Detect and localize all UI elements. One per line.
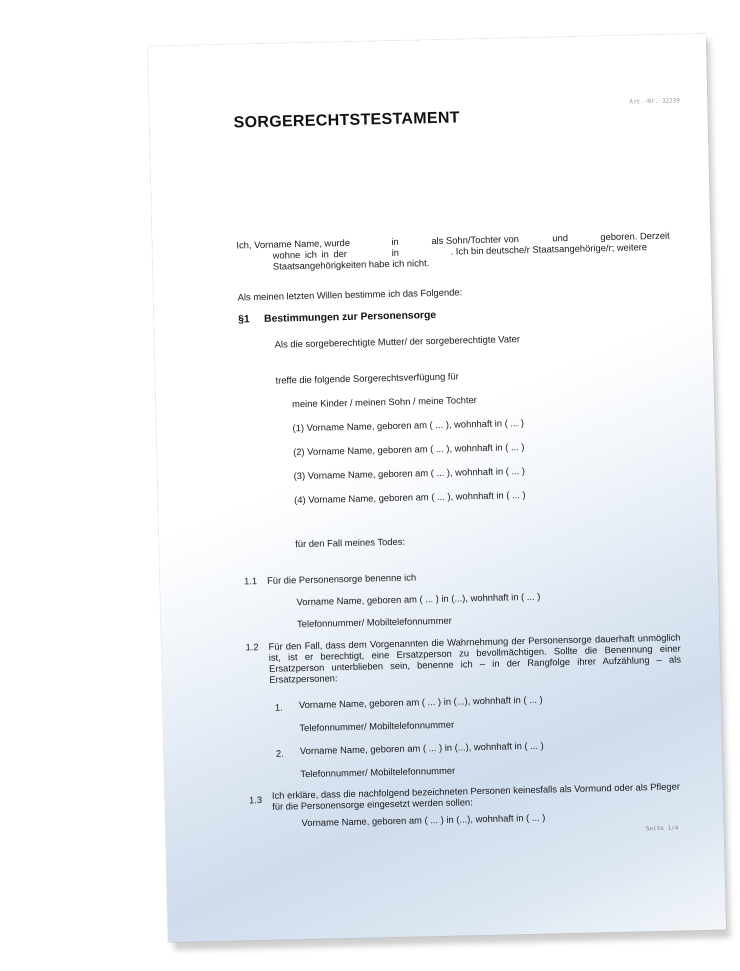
clause-1-1	[244, 571, 416, 586]
decree-line: treffe die folgende Sorgerechtsverfügung für	[275, 370, 459, 386]
clause-text: Für die Personensorge benenne ich	[266, 571, 417, 586]
intro-text: und	[552, 231, 569, 244]
person-entry: Vorname Name, geboren am ( ... ) in (...), wohnhaft in ( ... )	[296, 590, 541, 608]
article-number: Art.-Nr. 32239	[629, 97, 680, 106]
clause-number: 1.3	[248, 794, 263, 806]
children-line: meine Kinder / meinen Sohn / meine Tochter	[291, 394, 477, 410]
intro-text: als Sohn/Tochter von	[431, 233, 520, 247]
intro-text: Staatsangehörigkeiten habe ich nicht.	[272, 257, 430, 272]
intro-text: in	[391, 246, 400, 258]
clause-1-3-text	[272, 780, 684, 811]
phone-entry: Telefonnummer/ Mobiltelefonnummer	[296, 614, 452, 630]
page-number: Seite 1/4	[645, 824, 679, 833]
child-entry: (4) Vorname Name, geboren am ( ... ), wohnhaft in ( ... )	[294, 488, 526, 506]
person-entry: Vorname Name, geboren am ( ... ) in (...), wohnhaft in ( ... )	[301, 811, 546, 829]
parent-line: Als die sorgeberechtigte Mutter/ der sorgeberechtigte Vater	[274, 333, 521, 350]
clause-text: Ich erkläre, dass die nachfolgend bezeichneten Personen keinesfalls als Vormund oder als Pfleger für die Personensorge eingesetzt werden sollen:	[271, 780, 681, 812]
clause-number: 1.1	[243, 575, 258, 587]
person-entry: Vorname Name, geboren am ( ... ) in (...), wohnhaft in ( ... )	[298, 693, 543, 711]
document-page	[148, 34, 726, 942]
list-marker: 2.	[275, 747, 284, 759]
will-statement: Als meinen letzten Willen bestimme ich das Folgende:	[237, 286, 463, 303]
clause-text: Für den Fall, dass dem Vorgenannten die Wahrnehmung der Personensorge dauerhaft unmöglich ist, ist er berechtigt, eine Ersatzperson zu bevollmächtigen. Sollte die Benennung einer Ersatzperson unterblieben sein, benenne ich – in der Rangfolge ihrer Aufzählung – als Ersatzpersonen:	[268, 631, 682, 685]
section-number: §1	[238, 314, 250, 326]
person-entry: Vorname Name, geboren am ( ... ) in (...), wohnhaft in ( ... )	[299, 739, 544, 757]
list-marker: 1.	[274, 701, 283, 713]
intro-text: geboren. Derzeit	[600, 229, 670, 243]
intro-text: Ich, Vorname Name, wurde	[236, 236, 351, 251]
phone-entry: Telefonnummer/ Mobiltelefonnummer	[299, 718, 455, 734]
death-case-line: für den Fall meines Todes:	[295, 535, 406, 550]
section-title: Bestimmungen zur Personensorge	[264, 309, 437, 325]
clause-1-2-text	[268, 632, 681, 685]
intro-paragraph	[236, 230, 672, 273]
intro-text: in	[391, 235, 399, 247]
child-entry: (3) Vorname Name, geboren am ( ... ), wohnhaft in ( ... )	[293, 465, 526, 482]
section-heading	[238, 310, 436, 325]
child-entry: (1) Vorname Name, geboren am ( ... ), wohnhaft in ( ... )	[292, 417, 525, 434]
child-entry: (2) Vorname Name, geboren am ( ... ), wohnhaft in ( ... )	[293, 441, 525, 458]
clause-number: 1.2	[245, 641, 259, 653]
intro-text: wohne ich in der	[272, 247, 348, 261]
phone-entry: Telefonnummer/ Mobiltelefonnummer	[300, 764, 456, 780]
intro-text: . Ich bin deutsche/r Staatsangehörige/r; weitere	[450, 241, 648, 257]
document-title: SORGERECHTSTESTAMENT	[233, 109, 460, 132]
